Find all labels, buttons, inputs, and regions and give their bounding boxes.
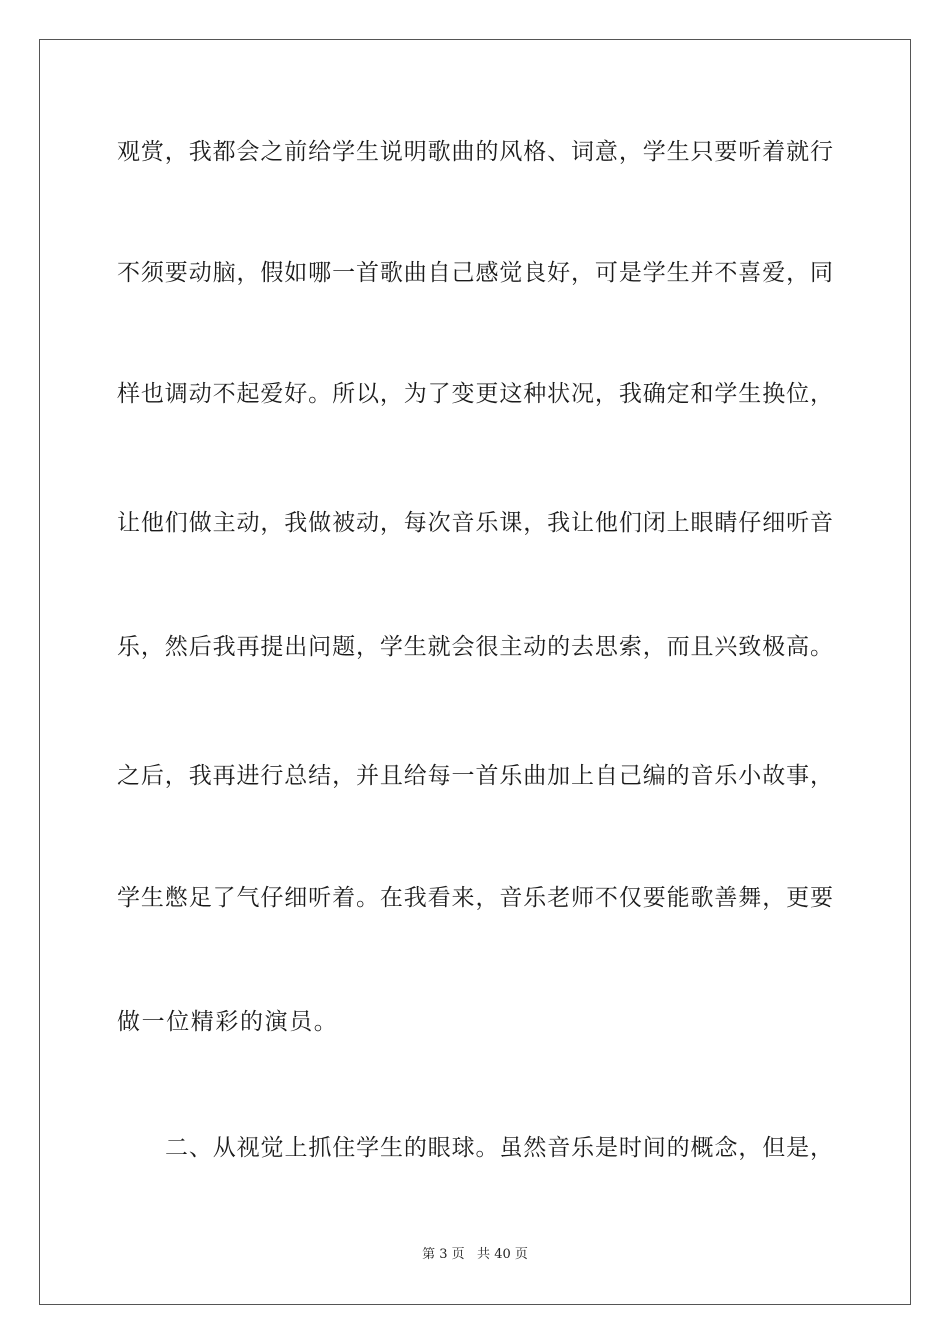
section-heading-line: 二、从视觉上抓住学生的眼球。虽然音乐是时间的概念，但是， — [165, 1135, 833, 1161]
body-text-line: 乐，然后我再提出问题，学生就会很主动的去思索，而且兴致极高。 — [117, 634, 833, 660]
body-text-line: 做一位精彩的演员。 — [117, 1009, 339, 1035]
body-text-line: 之后，我再进行总结，并且给每一首乐曲加上自己编的音乐小故事， — [117, 763, 833, 789]
body-text-line: 样也调动不起爱好。所以，为了变更这种状况，我确定和学生换位， — [117, 381, 833, 407]
body-text-line: 观赏，我都会之前给学生说明歌曲的风格、词意，学生只要听着就行 — [117, 139, 833, 165]
body-text-line: 学生憋足了气仔细听着。在我看来，音乐老师不仅要能歌善舞，更要 — [117, 885, 833, 911]
body-text-line: 让他们做主动，我做被动，每次音乐课，我让他们闭上眼睛仔细听音 — [117, 510, 833, 536]
body-text-line: 不须要动脑，假如哪一首歌曲自己感觉良好，可是学生并不喜爱，同 — [117, 260, 833, 286]
page-border — [39, 39, 911, 1305]
page-number-footer: 第 3 页 共 40 页 — [422, 1247, 528, 1262]
